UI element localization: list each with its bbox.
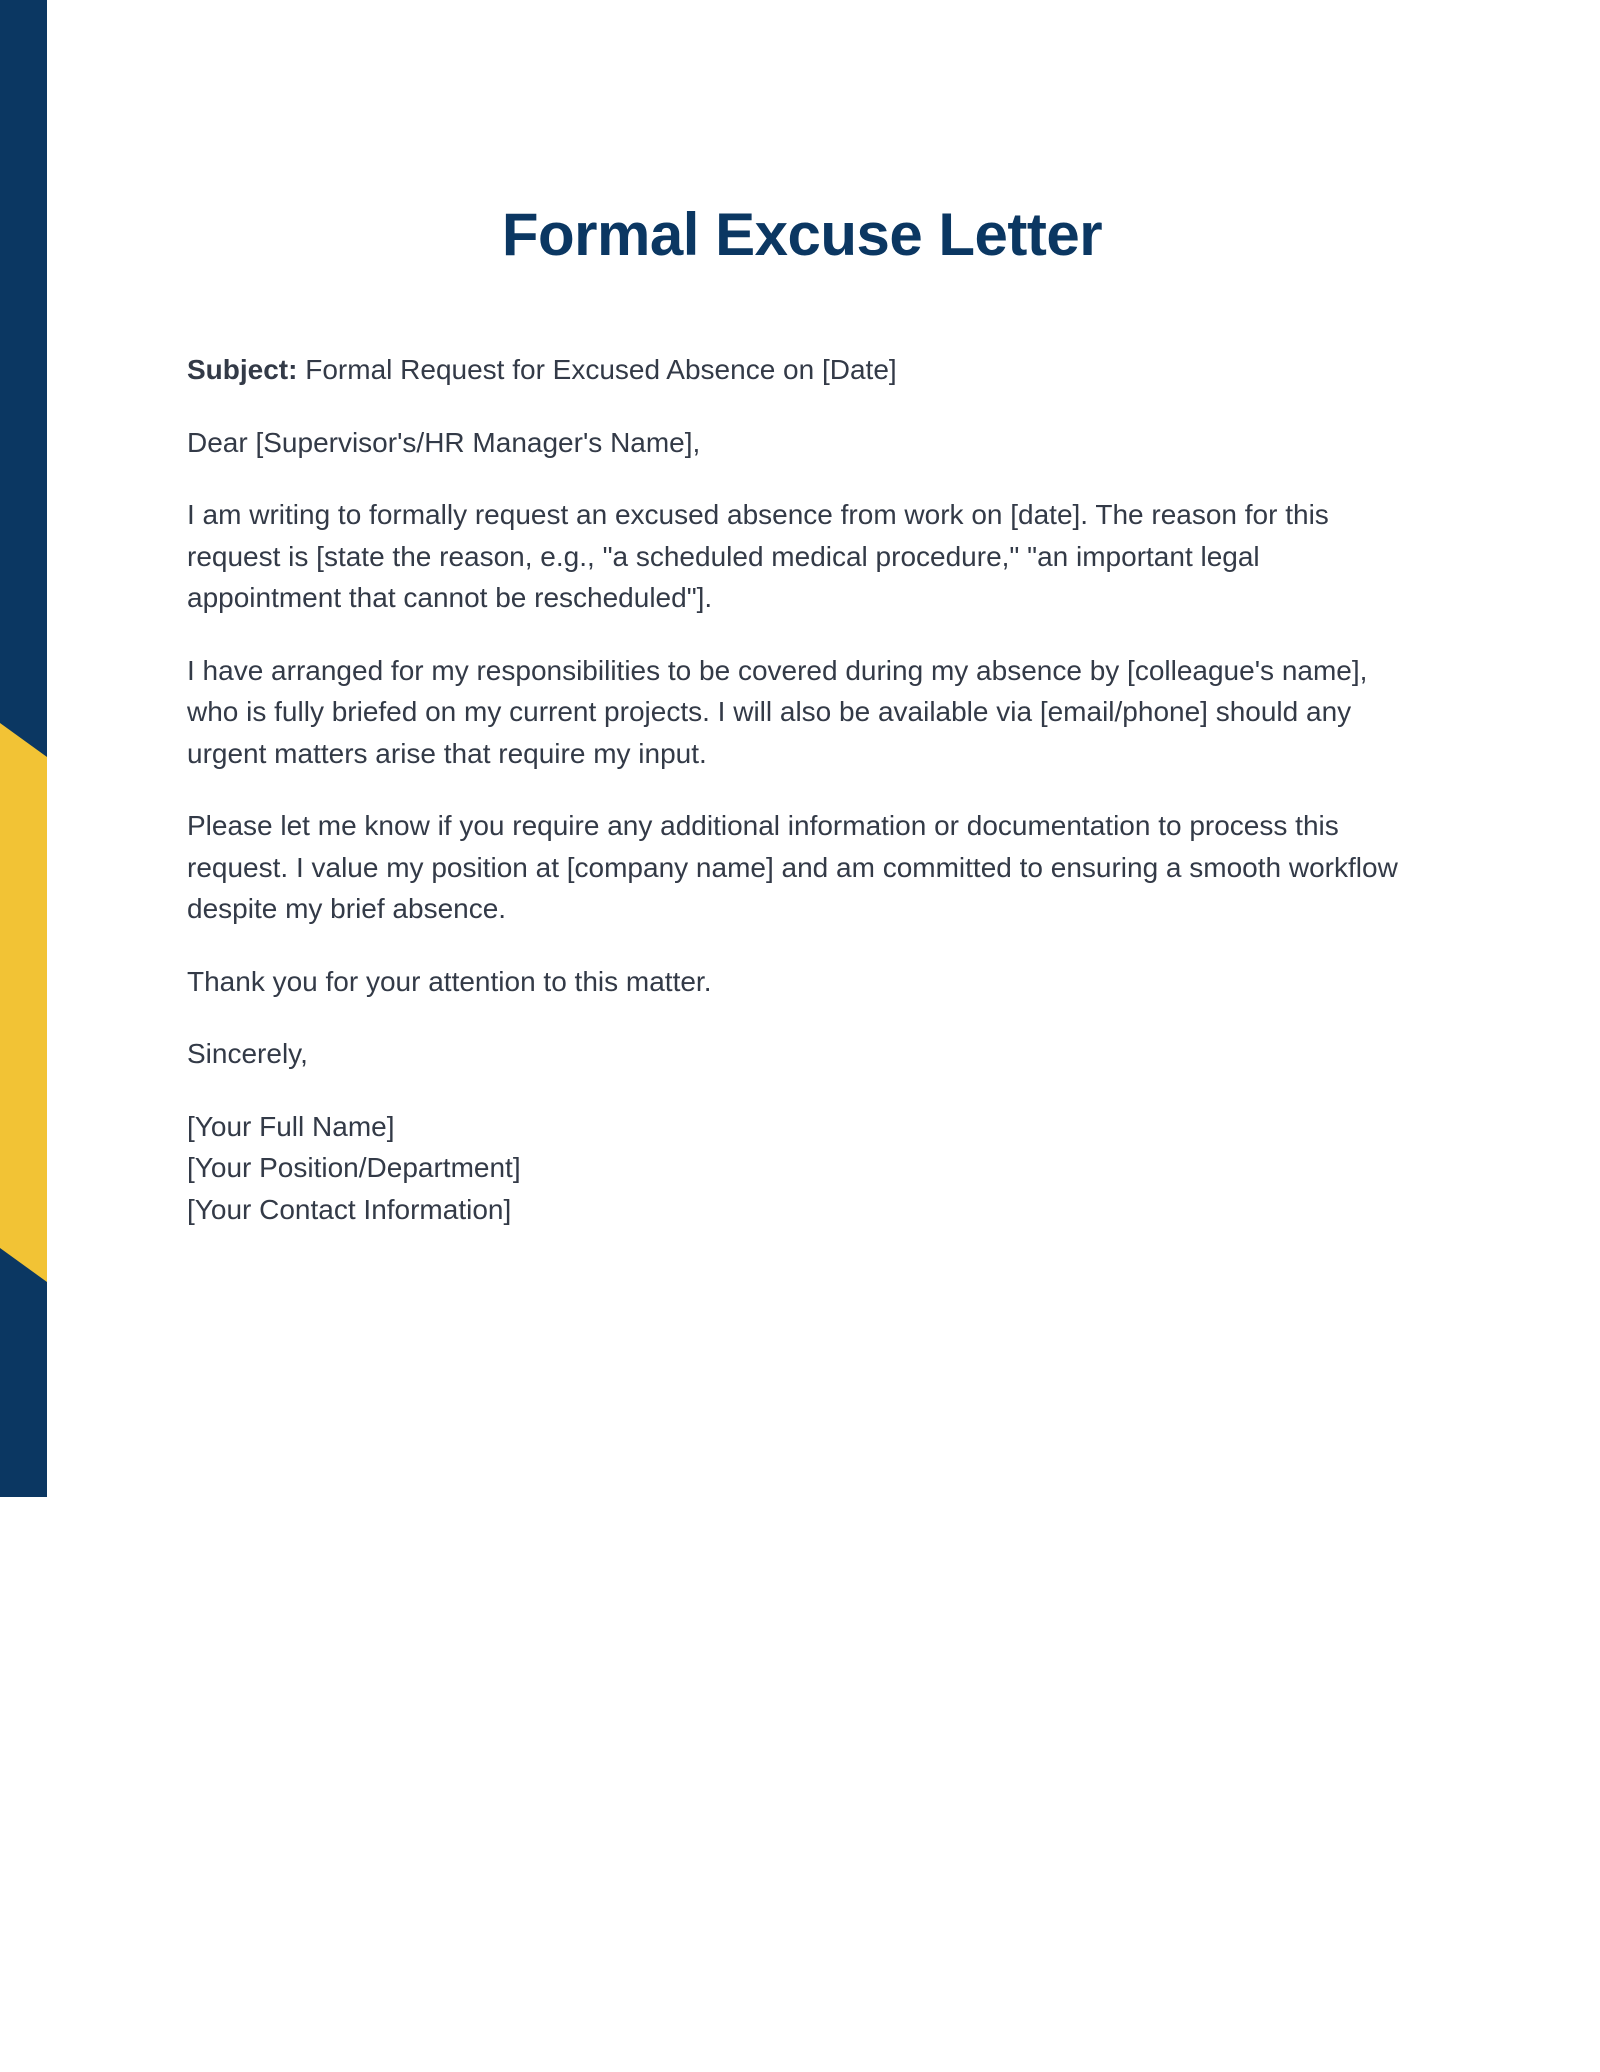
closing: Sincerely, <box>187 1038 308 1069</box>
subject-label: Subject: <box>187 354 298 385</box>
paragraph-request: I am writing to formally request an excused absence from work on [date]. The reason for this request is [state the reason, e.g., "a scheduled medical procedure," "an important legal appointment that cannot be rescheduled"]. <box>187 499 1329 613</box>
signature-contact: [Your Contact Information] <box>187 1193 512 1225</box>
paragraph-coverage: I have arranged for my responsibilities to be covered during my absence by [colleague's name], who is fully briefed on my current projects. I will also be available via [email/phone] should any urgent matters arise that require my input. <box>187 654 1368 769</box>
paragraph-additional-info: Please let me know if you require any additional information or documentation to process this request. I value my position at [company name] and am committed to ensuring a smooth workflow despite my brief absence. <box>187 810 1398 924</box>
decorative-side-strip <box>0 0 47 1497</box>
signature-block <box>187 1106 1417 1231</box>
signature-name: [Your Full Name] <box>187 1110 395 1142</box>
paragraph-thanks: Thank you for your attention to this matter. <box>187 965 712 997</box>
side-strip-gold-band <box>0 723 47 1282</box>
subject-text: Formal Request for Excused Absence on [Date] <box>305 354 897 385</box>
subject-line <box>187 349 1417 391</box>
side-strip-graphic <box>0 0 47 1497</box>
salutation: Dear [Supervisor's/HR Manager's Name], <box>187 426 701 458</box>
signature-position: [Your Position/Department] <box>187 1152 521 1183</box>
letter-body <box>187 349 1417 1230</box>
letter-title: Formal Excuse Letter <box>501 201 1103 268</box>
